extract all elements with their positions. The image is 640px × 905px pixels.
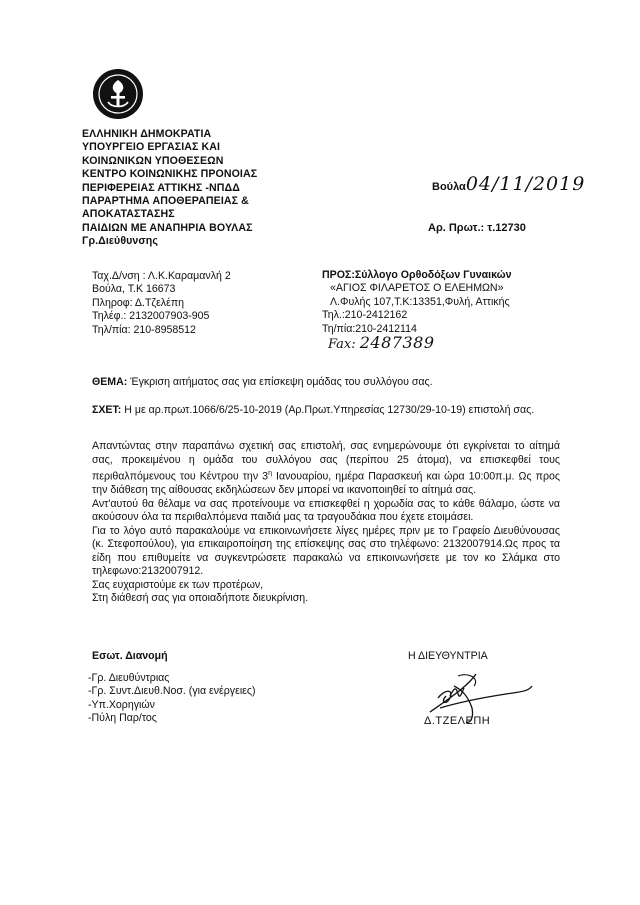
body-paragraph [92, 440, 560, 498]
signatory-title: Η ΔΙΕΥΘΥΝΤΡΙΑ [408, 650, 488, 662]
reference-line [92, 404, 560, 418]
sender-line: Τηλ/πία: 210-8958512 [92, 323, 196, 336]
body-text: Ιανουαρίου, ημέρα Παρασκευή και ώρα 10:00π.μ. Ως προς την διάθεση της αίθουσας εκδηλώσεων δεν μπορεί να ικανοποιηθεί το αίτημά σας. [92, 470, 560, 497]
recipient-name: «ΑΓΙΟΣ ΦΙΛΑΡΕΤΟΣ Ο ΕΛΕΗΜΩΝ» [330, 282, 504, 295]
ordinal-superscript: η [268, 470, 272, 477]
distribution-item: -Υπ.Χορηγιών [88, 698, 155, 711]
sender-line: Τηλέφ.: 2132007903-905 [92, 310, 210, 323]
distribution-item: -Πύλη Παρ/τος [88, 712, 157, 725]
sender-line: Ταχ.Δ/νση : Λ.Κ.Καραμανλή 2 [92, 270, 231, 282]
header-line: ΠΑΙΔΙΩΝ ΜΕ ΑΝΑΠΗΡΙΑ ΒΟΥΛΑΣ [82, 221, 253, 234]
subject-line [92, 376, 433, 388]
handwritten-fax-number: 2487389 [359, 333, 435, 353]
recipient-address: Λ.Φυλής 107,Τ.Κ:13351,Φυλή, Αττικής [330, 295, 510, 308]
subject-text: Έγκριση αιτήματος σας για επίσκεψη ομάδας του συλλόγου σας. [127, 376, 433, 388]
header-line: ΚΕΝΤΡΟ ΚΟΙΝΩΝΙΚΗΣ ΠΡΟΝΟΙΑΣ [82, 168, 258, 181]
recipient-to: ΠΡΟΣ:Σύλλογο Ορθοδόξων Γυναικών [322, 269, 512, 281]
body-paragraph: Αντ'αυτού θα θέλαμε να σας προτείνουμε να επισκεφθεί η χορωδία σας το κάθε θάλαμο, ώστε να ακούσουν όλα τα περιθαλπόμενα παιδιά μας τα τραγουδάκια που έχετε ετοιμάσει. [92, 497, 560, 524]
handwritten-fax-label: Fax: [328, 337, 356, 353]
header-line: ΠΑΡΑΡΤΗΜΑ ΑΠΟΘΕΡΑΠΕΙΑΣ & [82, 195, 249, 208]
sender-line: Βούλα, Τ.Κ 16673 [92, 283, 176, 296]
header-line: ΕΛΛΗΝΙΚΗ ΔΗΜΟΚΡΑΤΙΑ [82, 128, 212, 140]
distribution-item: -Γρ. Διευθύντριας [88, 672, 170, 684]
issuer-header [82, 128, 257, 249]
header-line: ΠΕΡΙΦΕΡΕΙΑΣ ΑΤΤΙΚΗΣ -ΝΠΔΔ [82, 181, 240, 194]
recipient-fax: Τη/πία:210-2412114 [322, 322, 417, 335]
distribution-title: Εσωτ. Διανομή [92, 650, 168, 662]
protocol-number: Αρ. Πρωτ.: τ.12730 [428, 222, 526, 234]
header-line: Γρ.Διεύθυνσης [82, 235, 158, 248]
signatory-name: Δ.ΤΖΕΛΕΠΗ [424, 715, 491, 727]
sender-details [92, 270, 231, 337]
recipient-details [322, 269, 511, 351]
body-paragraph: Για το λόγο αυτό παρακαλούμε να επικοινωνήσετε λίγες ημέρες πριν με το Γραφείο Διευθύνουσας (κ. Στεφοπούλου), για επικαιροποίηση της επίσκεψης σας στο τηλέφωνο: 2132007914.Ως προς τα είδη που επιθυμείτε να συγκεντρώσετε παρακαλώ να επικοινωνήσετε με τον κο Σλάμκα στο τηλεφωνο:2132007912. [92, 524, 560, 578]
reference-text: Η με αρ.πρωτ.1066/6/25-10-2019 (Αρ.Πρωτ.Υπηρεσίας 12730/29-10-19) επιστολή σας. [121, 404, 535, 416]
handwritten-signature-icon [410, 668, 540, 738]
reference-label: ΣΧΕΤ: [92, 404, 122, 416]
letter-body [92, 440, 560, 606]
handwritten-fax [322, 333, 511, 353]
body-text: Απαντώντας στην παραπάνω σχετική σας επιστολή, σας ενημερώνουμε ότι εγκρίνεται το αίτημά σας, προκειμένου η ομάδα του συλλόγου σας (περίπου 25 άτομα), να επισκεφθεί τους περιθαλπόμενους του Κέντρου την 3 [92, 440, 560, 483]
header-line: ΑΠΟΚΑΤΑΣΤΑΣΗΣ [82, 208, 175, 221]
body-paragraph: Στη διάθεσή σας για οποιαδήποτε διευκρίνιση. [92, 592, 309, 605]
distribution-list [88, 672, 256, 726]
subject-label: ΘΕΜΑ: [92, 376, 128, 388]
distribution-item: -Γρ. Συντ.Διευθ.Νοσ. (για ενέργειες) [88, 685, 256, 698]
date-handwritten: 04/11/2019 [465, 173, 586, 195]
hellenic-republic-emblem-icon [92, 68, 144, 120]
header-line: ΚΟΙΝΩΝΙΚΩΝ ΥΠΟΘΕΣΕΩΝ [82, 154, 224, 167]
body-paragraph: Σας ευχαριστούμε εκ των προτέρων, [92, 578, 264, 591]
sender-line: Πληροφ: Δ.Τζελέπη [92, 296, 185, 309]
header-line: ΥΠΟΥΡΓΕΙΟ ΕΡΓΑΣΙΑΣ ΚΑΙ [82, 141, 221, 154]
document-date [432, 173, 585, 195]
recipient-phone: Τηλ.:210-2412162 [322, 309, 408, 322]
date-place: Βούλα [432, 181, 466, 193]
